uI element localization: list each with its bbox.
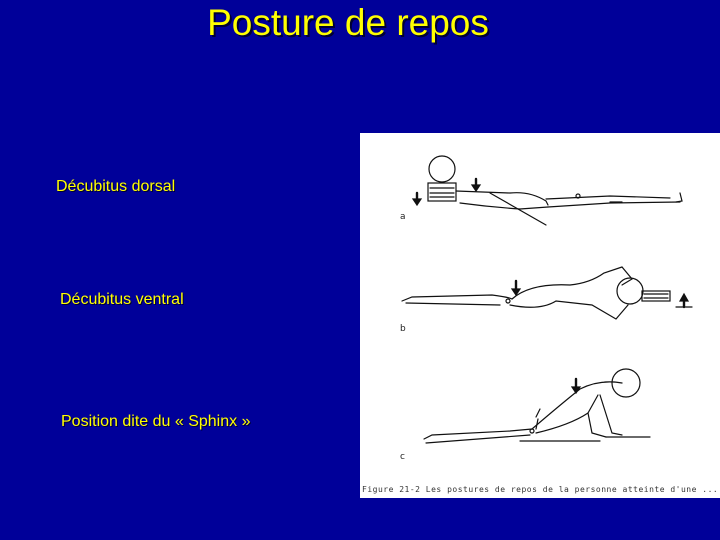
posture-drawing	[360, 133, 720, 485]
panel-a-letter: a	[400, 212, 406, 222]
label-decubitus-dorsal: Décubitus dorsal	[56, 178, 176, 195]
panel-b-letter: b	[400, 324, 406, 334]
bottom-background	[360, 498, 720, 540]
figure-panel-c	[424, 369, 650, 443]
posture-illustration	[360, 133, 720, 498]
figure-panel-b	[402, 267, 692, 319]
panel-c-letter: c	[400, 452, 405, 462]
label-position-sphinx: Position dite du « Sphinx »	[61, 413, 251, 430]
figure-caption: Figure 21-2 Les postures de repos de la personne atteinte d'une ...	[362, 485, 719, 494]
label-decubitus-ventral: Décubitus ventral	[60, 291, 184, 308]
figure-panel-a	[413, 156, 682, 225]
slide-title: Posture de repos	[207, 2, 489, 43]
